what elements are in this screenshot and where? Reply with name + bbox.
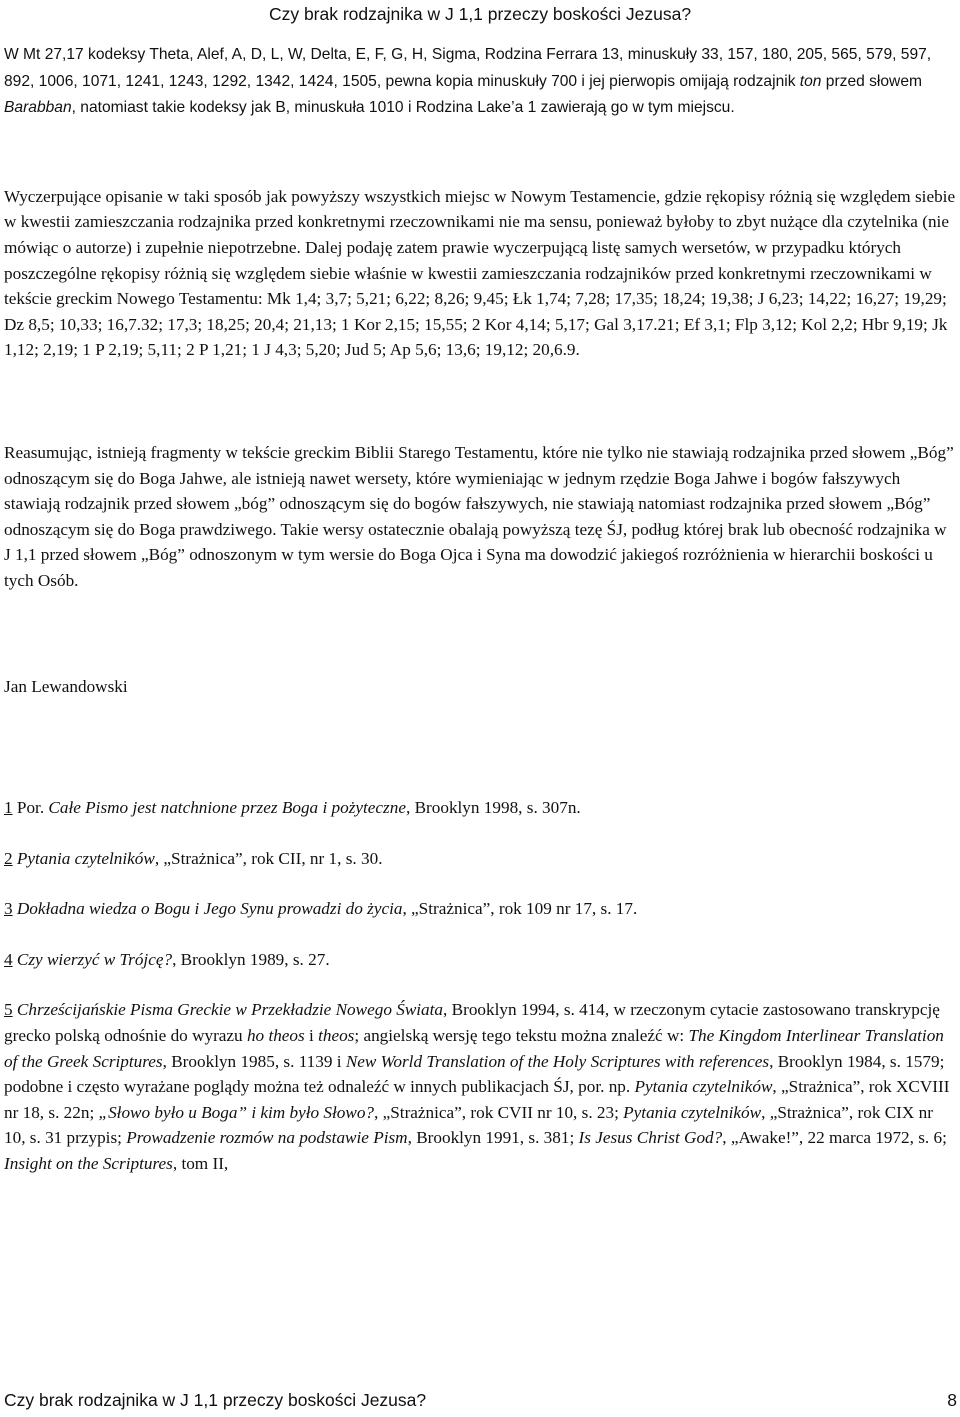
footnote-5 [4, 997, 957, 1176]
footnote-text: , Brooklyn 1984, s. 1579; podobne i często wyrażane poglądy można też odnaleźć w innych publikacjach ŚJ, por. np. [4, 1051, 945, 1097]
word-ton: ton [799, 72, 822, 90]
footnote-title: Pytania czytelników [623, 1102, 762, 1122]
footnote-text: Por. [16, 798, 45, 818]
footnote-title: Insight on the Scriptures [4, 1154, 173, 1174]
page-number: 8 [947, 1390, 957, 1410]
footnote-title: Pytania czytelników [634, 1077, 773, 1097]
footnote-text: , tom II, [172, 1154, 229, 1174]
footer-title: Czy brak rodzajnika w J 1,1 przeczy boskości Jezusa? [4, 1390, 427, 1410]
running-footer [4, 1389, 957, 1411]
footnote-2 [4, 846, 957, 872]
footnote-title: The Kingdom Interlinear Translation of the Greek Scriptures [4, 1026, 944, 1071]
word-barabban: Barabban [4, 99, 72, 117]
paragraph-verse-list: Wyczerpujące opisanie w taki sposób jak powyższy wszystkich miejsc w Nowym Testamencie, gdzie rękopisy różnią się względem siebie w kwestii zamieszczania rodzajnika przed konkretnymi rzeczownikami nie ma sensu, ponieważ byłoby to zbyt nużące dla czytelnika (nie mówiąc o autorze) i zupełnie niepotrzebne. Dalej podaję zatem prawie wyczerpującą listę samych wersetów, w przypadku których poszczególne rękopisy różnią się względem siebie właśnie w kwestii zamieszczania rodzajników przed konkretnymi rzeczownikami w tekście greckim Nowego Testamentu: Mk 1,4; 3,7; 5,21; 6,22; 8,26; 9,45; Łk 1,74; 7,28; 17,35; 18,24; 19,38; J 6,23; 14,22; 16,27; 19,29; Dz 8,5; 10,33; 16,7.32; 17,3; 18,25; 20,4; 21,13; 1 Kor 2,15; 15,55; 2 Kor 4,14; 5,17; Gal 3,17.21; Ef 3,1; Flp 3,12; Kol 2,2; Hbr 9,19; Jk 1,12; 2,19; 1 P 2,19; 5,11; 2 P 1,21; 1 J 4,3; 5,20; Jud 5; Ap 5,6; 13,6; 19,12; 20,6.9. [4, 186, 956, 360]
footnote-number[interactable]: 3 [4, 899, 13, 919]
paragraph-summary: Reasumując, istnieją fragmenty w tekście greckim Biblii Starego Testamentu, które nie tylko nie stawiają rodzajnika przed słowem „Bóg” odnoszącym się do Boga Jahwe, ale istnieją nawet wersety, które wymieniając w jednym rzędzie Boga Jahwe i bogów fałszywych stawiają rodzajnik przed słowem „bóg” odnoszącym się do bogów fałszywych, nie stawiają natomiast rodzajnika przed słowem „Bóg” odnoszącym się do Boga prawdziwego. Takie wersy ostatecznie obalają powyższą tezę ŚJ, podług której brak lub obecność rodzajnika w J 1,1 przed słowem „Bóg” odnoszonym w tym wersie do Boga Ojca i Syna ma dowodzić jakiegoś rozróżnienia w hierarchii boskości u tych Osób. [4, 442, 954, 590]
footnote-title: Dokładna wiedza o Bogu i Jego Synu prowadzi do życia [16, 899, 403, 919]
footnote-title: Pytania czytelników [16, 848, 155, 868]
footnote-title: „Słowo było u Boga” i kim było Słowo? [98, 1102, 375, 1122]
paragraph-manuscripts [4, 41, 957, 121]
footnote-number[interactable]: 2 [4, 848, 13, 868]
footnote-text: , „Awake!”, 22 marca 1972, s. 6; [722, 1128, 947, 1148]
footnote-text: i [309, 1026, 314, 1046]
footnote-title: New World Translation of the Holy Scriptures with references [345, 1051, 770, 1071]
footnote-text: , „Strażnica”, rok 109 nr 17, s. 17. [402, 899, 638, 919]
footnote-text: ; angielską wersję tego tekstu można znaleźć w: [354, 1026, 685, 1046]
para1-middle: przed słowem [825, 72, 922, 90]
footnote-number[interactable]: 4 [4, 949, 13, 969]
footnote-term: ho theos [246, 1026, 305, 1046]
footnote-text: , Brooklyn 1985, s. 1139 i [162, 1051, 342, 1071]
footnote-text: , Brooklyn 1998, s. 307n. [405, 798, 581, 818]
para1-outro: , natomiast takie kodeksy jak B, minuskuła 1010 i Rodzina Lake’a 1 zawierają go w tym miejscu. [71, 99, 735, 117]
footnote-title: Prowadzenie rozmów na podstawie Pism [126, 1128, 408, 1148]
footnote-text: , „Strażnica”, rok CII, nr 1, s. 30. [154, 848, 383, 868]
para1-intro: W Mt 27,17 kodeksy Theta, Alef, A, D, L, W, Delta, E, F, G, H, Sigma, Rodzina Ferrara 13, minuskuły 33, 157, 180, 205, 565, 579, 597, 892, 1006, 1071, 1241, 1243, 1292, 1342, 1424, 1505, pewna kopia minuskuły 700 i jej pierwopis omijają rodzajnik [4, 46, 932, 90]
footnote-1 [4, 795, 957, 821]
running-header: Czy brak rodzajnika w J 1,1 przeczy boskości Jezusa? [268, 4, 692, 24]
footnote-text: , Brooklyn 1989, s. 27. [172, 949, 330, 969]
footnote-title: Całe Pismo jest natchnione przez Boga i pożyteczne [48, 798, 406, 818]
document-body [4, 41, 957, 1177]
footnote-text: , „Strażnica”, rok CVII nr 10, s. 23; [374, 1102, 619, 1122]
footnote-3 [4, 896, 957, 922]
footnote-title: Is Jesus Christ God? [578, 1128, 723, 1148]
footnote-term: theos [318, 1026, 355, 1046]
footnote-title: Czy wierzyć w Trójcę? [16, 949, 173, 969]
footnote-text: , Brooklyn 1994, s. 414, w rzeczonym cytacie zastosowano transkrypcję grecko polską odnośnie do wyrazu [4, 1000, 940, 1046]
footnote-number[interactable]: 1 [4, 798, 13, 818]
footnote-text: , „Strażnica”, rok CIX nr 10, s. 31 przypis; [4, 1102, 933, 1148]
footnote-text: , „Strażnica”, rok XCVIII nr 18, s. 22n; [4, 1077, 950, 1122]
footnote-text: , Brooklyn 1991, s. 381; [407, 1128, 575, 1148]
author-name: Jan Lewandowski [4, 676, 128, 696]
footnote-number[interactable]: 5 [4, 1000, 13, 1020]
footnote-4 [4, 947, 957, 973]
footnote-title: Chrześcijańskie Pisma Greckie w Przekładzie Nowego Świata [16, 1000, 444, 1020]
